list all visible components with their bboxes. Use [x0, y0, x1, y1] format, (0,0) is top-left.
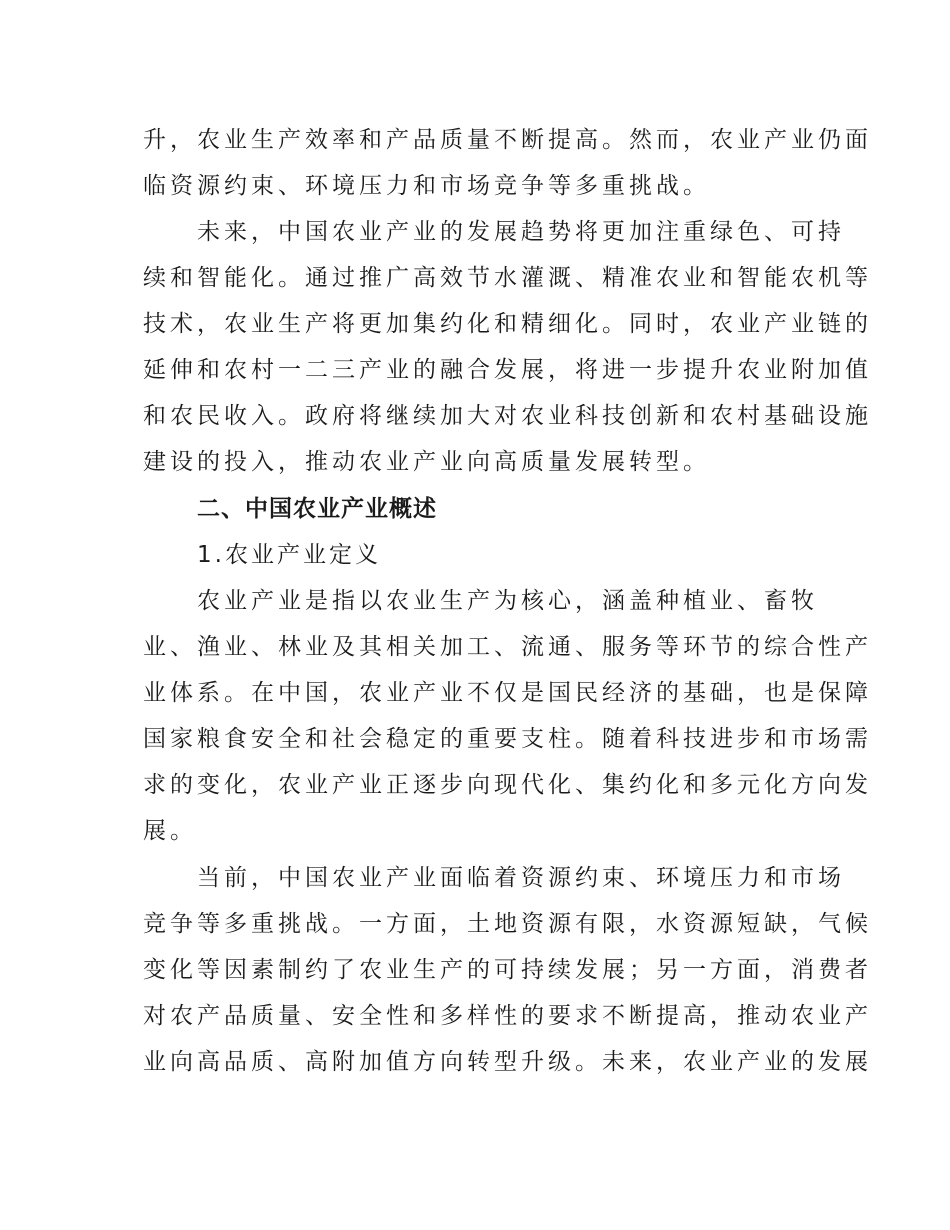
text-line: 展。 [143, 818, 197, 844]
section-heading: 二、中国农业产业概述 [197, 496, 437, 522]
text-line: 业、渔业、林业及其相关加工、流通、服务等环节的综合性产 [143, 634, 872, 660]
text-line: 业体系。在中国，农业产业不仅是国民经济的基础，也是保障 [143, 680, 872, 706]
text-line: 续和智能化。通过推广高效节水灌溉、精准农业和智能农机等 [143, 265, 872, 291]
subsection-heading: 1.农业产业定义 [197, 542, 381, 568]
text-line: 农业产业是指以农业生产为核心，涵盖种植业、畜牧 [197, 588, 818, 614]
text-line: 对农产品质量、安全性和多样性的要求不断提高，推动农业产 [143, 1003, 872, 1029]
text-line: 建设的投入，推动农业产业向高质量发展转型。 [143, 449, 710, 475]
text-line: 和农民收入。政府将继续加大对农业科技创新和农村基础设施 [143, 403, 872, 429]
text-line: 国家粮食安全和社会稳定的重要支柱。随着科技进步和市场需 [143, 726, 872, 752]
text-line: 技术，农业生产将更加集约化和精细化。同时，农业产业链的 [143, 311, 872, 337]
paragraph-current [143, 855, 872, 1085]
text-line: 竞争等多重挑战。一方面，土地资源有限，水资源短缺，气候 [143, 911, 872, 937]
text-line: 延伸和农村一二三产业的融合发展，将进一步提升农业附加值 [143, 357, 872, 383]
text-line: 业向高品质、高附加值方向转型升级。未来，农业产业的发展 [143, 1049, 872, 1075]
text-line: 临资源约束、环境压力和市场竞争等多重挑战。 [143, 173, 710, 199]
text-line: 变化等因素制约了农业生产的可持续发展；另一方面，消费者 [143, 957, 872, 983]
text-line: 升，农业生产效率和产品质量不断提高。然而，农业产业仍面 [143, 127, 872, 153]
text-line: 求的变化，农业产业正逐步向现代化、集约化和多元化方向发 [143, 772, 872, 798]
paragraph-definition [143, 578, 872, 854]
text-line: 未来，中国农业产业的发展趋势将更加注重绿色、可持 [197, 219, 845, 245]
paragraph-future [143, 209, 872, 485]
paragraph-continuation [143, 117, 872, 209]
text-line: 当前，中国农业产业面临着资源约束、环境压力和市场 [197, 865, 845, 891]
